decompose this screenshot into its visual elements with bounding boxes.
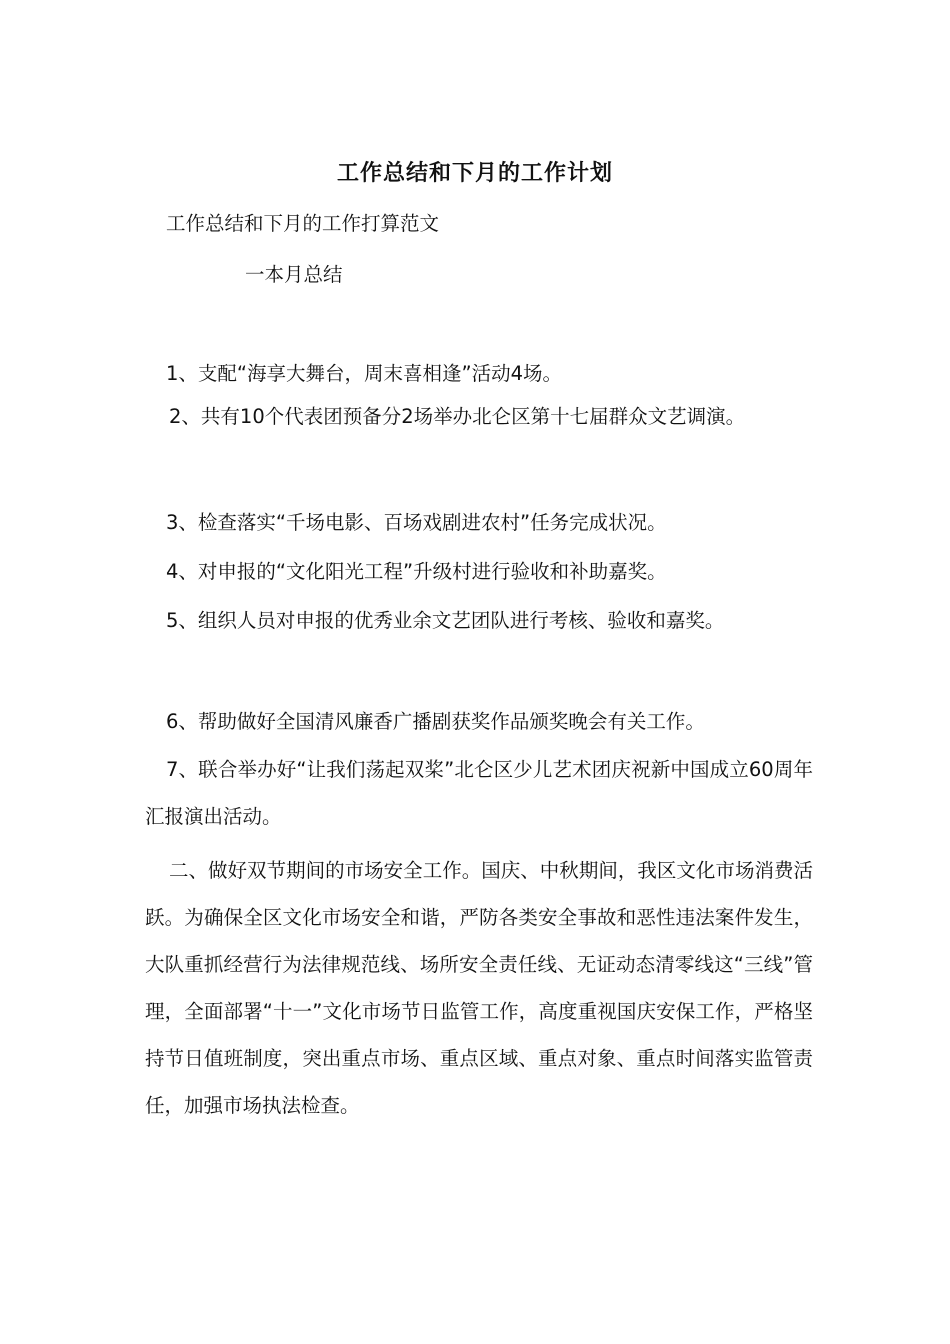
list-item: 7、联合举办好“让我们荡起双桨”北仑区少儿艺术团庆祝新中国成立60周年汇报演出活动。 xyxy=(145,758,813,828)
document-subtitle: 工作总结和下月的工作打算范文 xyxy=(166,212,440,235)
section-two-paragraph: 二、做好双节期间的市场安全工作。国庆、中秋期间，我区文化市场消费活跃。为确保全区文化市场安全和谐，严防各类安全事故和恶性违法案件发生，大队重抓经营行为法律规范线、场所安全责任线、无证动态清零线这“三线”管理，全面部署“十一”文化市场节日监管工作，高度重视国庆安保工作，严格坚持节日值班制度，突出重点市场、重点区域、重点对象、重点时间落实监管责任，加强市场执法检查。 xyxy=(145,859,813,1117)
list-item: 4、对申报的“文化阳光工程”升级村进行验收和补助嘉奖。 xyxy=(166,560,667,583)
list-item: 3、检查落实“千场电影、百场戏剧进农村”任务完成状况。 xyxy=(166,511,667,534)
section-one-heading: 一本月总结 xyxy=(245,263,343,286)
document-title: 工作总结和下月的工作计划 xyxy=(336,161,613,186)
list-item: 1、支配“海享大舞台，周末喜相逢”活动4场。 xyxy=(166,362,563,385)
list-item: 5、组织人员对申报的优秀业余文艺团队进行考核、验收和嘉奖。 xyxy=(166,609,725,632)
list-item: 2、共有10个代表团预备分2场举办北仑区第十七届群众文艺调演。 xyxy=(169,405,746,428)
list-item: 6、帮助做好全国清风廉香广播剧获奖作品颁奖晚会有关工作。 xyxy=(166,710,705,733)
